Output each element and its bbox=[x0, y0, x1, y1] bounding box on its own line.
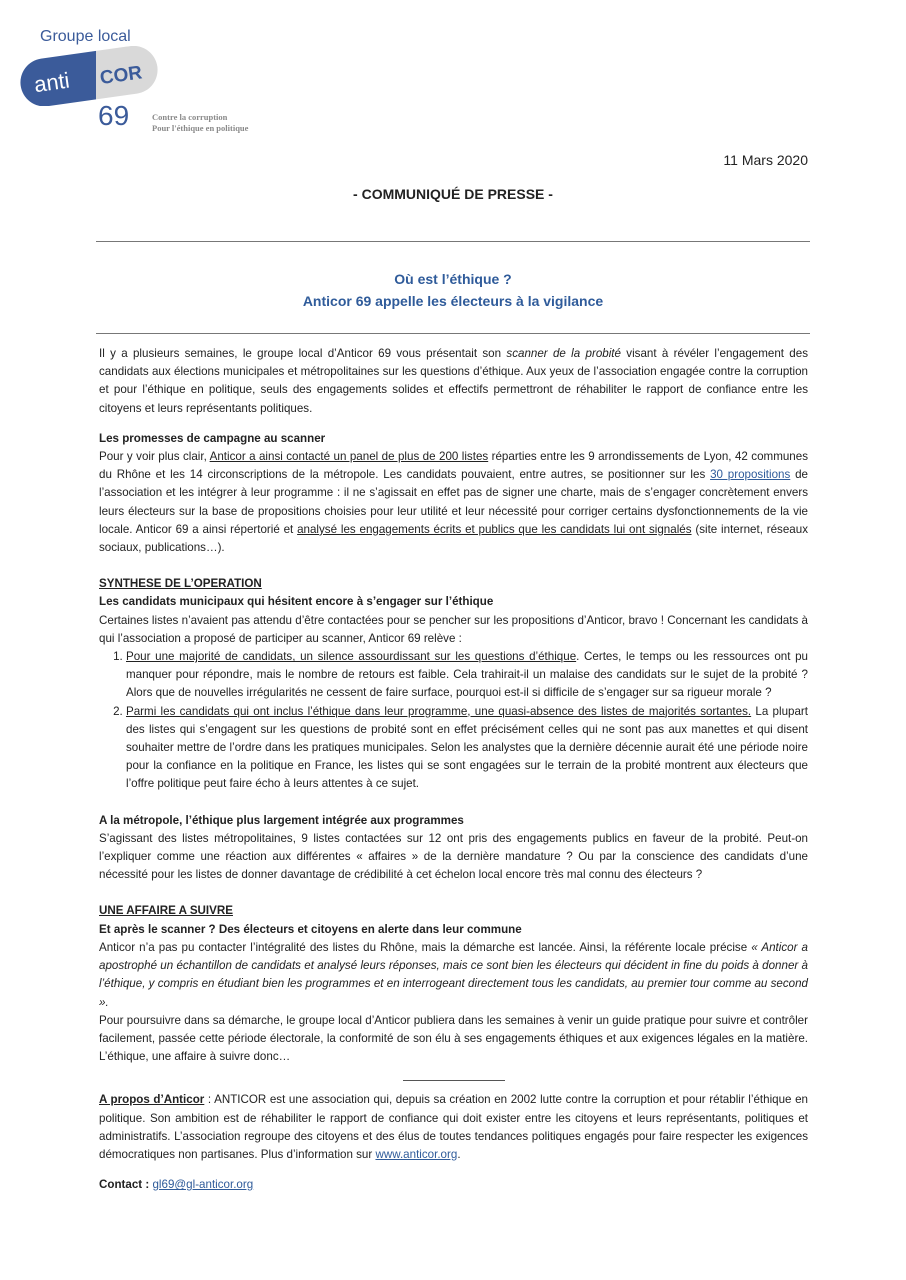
section-heading-affaire: UNE AFFAIRE A SUIVRE bbox=[99, 904, 233, 918]
headline-line-1: Où est l’éthique ? bbox=[394, 271, 512, 287]
intro-paragraph: Il y a plusieurs semaines, le groupe local d’Anticor 69 vous présentait son scanner de la probité visant à révéler l’engagement des candidats aux élections municipales et métropolitaines sur les questions d’éthique. Aux yeux de l’association engagée contre la corruption et pour l’éthique en politique, seuls des engagements solides et effectifs permettront de réhabiliter le rapport de confiance entre les citoyens et leurs représentants politiques. bbox=[99, 347, 809, 415]
about-label: A propos d’Anticor bbox=[99, 1093, 205, 1107]
logo-tagline-1: Contre la corruption bbox=[152, 112, 228, 122]
logo-number: 69 bbox=[98, 100, 130, 131]
section-heading-synthese: SYNTHESE DE L’OPERATION bbox=[99, 577, 262, 591]
section-heading-metropole: A la métropole, l’éthique plus largement intégrée aux programmes bbox=[99, 813, 464, 827]
contact-label: Contact : bbox=[99, 1178, 150, 1192]
list-item: 2. Parmi les candidats qui ont inclus l’éthique dans leur programme, une quasi-absence des listes de majorités sortantes. La plupart des listes qui s’engagent sur les questions de probité sont en effet précisément celles qui ne sont pas aux manettes et qui disent souhaiter mettre de l’ordre dans les pratiques municipales. Selon les analystes que la dernière décennie aurait été une période noire pour la confiance en la politique en France, les listes qui se sont engagées sur le terrain de la probité montrent aux électeurs que l’offre politique peut faire écho à leurs attentes à ce sujet. bbox=[126, 703, 808, 794]
article-body bbox=[99, 345, 808, 1194]
press-release-title: - COMMUNIQUÉ DE PRESSE - bbox=[353, 186, 553, 202]
engagements-link[interactable]: analysé les engagements écrits et publics que les candidats lui ont signalés bbox=[297, 522, 692, 536]
headline-line-2: Anticor 69 appelle les électeurs à la vigilance bbox=[302, 293, 604, 309]
contact-email-link[interactable]: gl69@gl-anticor.org bbox=[152, 1178, 254, 1192]
logo bbox=[18, 26, 278, 136]
propositions-link[interactable]: 30 propositions bbox=[710, 468, 791, 482]
separator-line bbox=[403, 1080, 505, 1081]
headline bbox=[0, 268, 906, 312]
synthese-paragraph: Certaines listes n’avaient pas attendu d’être contactées pour se pencher sur les propositions d’Anticor, bravo ! Concernant les candidats à qui l’association a proposé de participer au scanner, Anticor 69 relève : bbox=[99, 613, 808, 645]
contact-line bbox=[99, 1176, 808, 1194]
subheading-candidats: Les candidats municipaux qui hésitent encore à s’engager sur l’éthique bbox=[99, 595, 494, 609]
logo-tagline bbox=[152, 112, 248, 134]
logo-group-label: Groupe local bbox=[40, 28, 131, 45]
logo-anti: anti bbox=[32, 67, 72, 98]
logo-tagline-2: Pour l'éthique en politique bbox=[152, 123, 249, 133]
document-date: 11 Mars 2020 bbox=[723, 152, 808, 168]
findings-list bbox=[99, 648, 808, 794]
logo-cor: COR bbox=[98, 62, 144, 90]
headline-divider bbox=[96, 333, 810, 334]
metropole-paragraph: S’agissant des listes métropolitaines, 9 listes contactées sur 12 ont pris des engagements publics en faveur de la probité. Peut-on l’expliquer comme une réaction aux différentes « affaires » de la dernière mandature ? Ou par la conscience des candidats d’une nécessité pour les listes de donner davantage de crédibilité à cet échelon local encore très mal connu des électeurs ? bbox=[99, 831, 808, 882]
list-item: 1. Pour une majorité de candidats, un silence assourdissant sur les questions d’éthique. Certes, le temps ou les ressources ont pu manquer pour répondre, mais le nombre de retours est faible. Cela trahirait-il un malaise des candidats sur le sujet de la probité ? Alors que de nouvelles irrégularités ne cessent de faire surface, pourquoi est-il si difficile de s’engager sur sa rigueur morale ? bbox=[126, 648, 808, 703]
section-heading-promesses: Les promesses de campagne au scanner bbox=[99, 431, 326, 445]
top-divider bbox=[96, 241, 810, 242]
referente-quote: « Anticor a apostrophé un échantillon de candidats et analysé leurs réponses, mais ce sont bien les électeurs qui décident in fine du poids à donner à l’éthique, y compris en étudiant bien les programmes et en interrogeant directement tous les candidats, au premier tour comme au second ». bbox=[99, 940, 808, 1009]
affaire-paragraph-2: Pour poursuivre dans sa démarche, le groupe local d’Anticor publiera dans les semaines à venir un guide pratique pour suivre et contrôler facilement, passée cette période électorale, la conformité de son élu à ses engagements éthiques et aux exigences légales en la matière. L’éthique, une affaire à suivre donc… bbox=[99, 1013, 808, 1064]
logo-pill-icon bbox=[18, 46, 163, 106]
scanner-emphasis: scanner de la probité bbox=[506, 347, 621, 360]
anticor-website-link[interactable]: www.anticor.org bbox=[375, 1147, 458, 1161]
subheading-scanner: Et après le scanner ? Des électeurs et citoyens en alerte dans leur commune bbox=[99, 922, 522, 936]
about-paragraph: A propos d’Anticor : ANTICOR est une association qui, depuis sa création en 2002 lutte contre la corruption et pour rétablir l’éthique en politique. Son ambition est de réhabiliter le rapport de confiance qui doit exister entre les citoyens et leurs représentants, politiques et administratifs. L’association regroupe des citoyens et des élus de toutes tendances politiques engagés pour faire respecter les exigences démocratiques non partisanes. Plus d’information sur www.anticor.org. bbox=[99, 1093, 808, 1161]
affaire-paragraph: Anticor n’a pas pu contacter l’intégralité des listes du Rhône, mais la démarche est lancée. Ainsi, la référente locale précise « Anticor a apostrophé un échantillon de candidats et analysé leurs réponses, mais ce sont bien les électeurs qui décident in fine du poids à donner à l’éthique, y compris en étudiant bien les programmes et en interrogeant directement tous les candidats, au premier tour comme au second ». bbox=[99, 940, 808, 1009]
panel-listes-link[interactable]: Anticor a ainsi contacté un panel de plus de 200 listes bbox=[209, 450, 489, 464]
promesses-paragraph: Pour y voir plus clair, Anticor a ainsi contacté un panel de plus de 200 listes réparties entre les 9 arrondissements de Lyon, 42 communes du Rhône et les 14 circonscriptions de la métropole. Les candidats pouvaient, entre autres, se positionner sur les 30 propositions de l’association et les intégrer à leur programme : il ne s’agissait en effet pas de signer une charte, mais de s’engager concrètement envers leurs électeurs sur la base de propositions choisies pour leur utilité et leur nécessité pour corriger certains dysfonctionnements de la vie locale. Anticor 69 a ainsi répertorié et analysé les engagements écrits et publics que les candidats lui ont signalés (site internet, réseaux sociaux, publications…). bbox=[99, 450, 808, 555]
